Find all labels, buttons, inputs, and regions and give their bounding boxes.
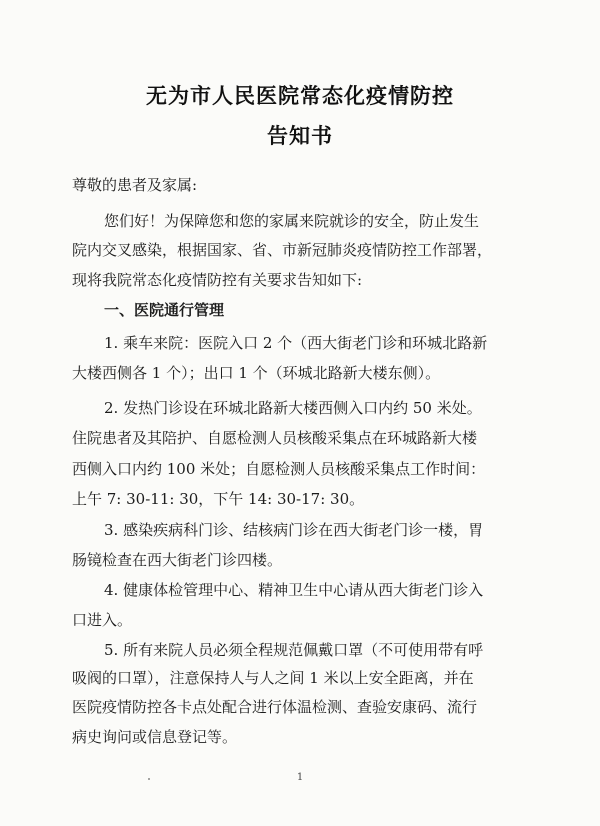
item-5-line: 吸阀的口罩），注意保持人与人之间 1 米以上安全距离，并在 [72, 669, 474, 687]
item-3-line: 3. 感染疾病科门诊、结核病门诊在西大街老门诊一楼，胃 [104, 521, 484, 539]
item-5-line: 5. 所有来院人员必须全程规范佩戴口罩（不可使用带有呼 [104, 641, 484, 659]
item-1-line: 大楼西侧各 1 个）；出口 1 个（环城北路新大楼东侧）。 [72, 364, 441, 382]
item-2-line: 2. 发热门诊设在环城北路新大楼西侧入口内约 50 米处。 [104, 399, 482, 417]
section-heading: 一、医院通行管理 [104, 301, 225, 319]
salutation: 尊敬的患者及家属: [72, 176, 198, 194]
intro-line: 现将我院常态化疫情防控有关要求告知如下: [72, 271, 363, 289]
document-subtitle: 告知书 [267, 123, 333, 148]
item-4-line: 口进入。 [72, 611, 133, 629]
scan-speck [148, 778, 150, 780]
item-2-line: 西侧入口内约 100 米处；自愿检测人员核酸采集点工作时间： [72, 460, 486, 478]
item-5-line: 医院疫情防控各卡点处配合进行体温检测、查验安康码、流行 [72, 698, 478, 716]
item-2-line: 上午 7: 30-11: 30，下午 14: 30-17: 30。 [72, 490, 365, 508]
item-5-line: 病史询问或信息登记等。 [72, 728, 238, 746]
item-4-line: 4. 健康体检管理中心、精神卫生中心请从西大街老门诊入 [104, 581, 484, 599]
intro-line: 院内交叉感染，根据国家、省、市新冠肺炎疫情防控工作部署， [72, 241, 493, 259]
intro-line: 您们好！为保障您和您的家属来院就诊的安全，防止发生 [104, 212, 480, 230]
page-number: 1 [296, 772, 304, 783]
item-2-line: 住院患者及其陪护、自愿检测人员核酸采集点在环城路新大楼 [72, 429, 478, 447]
item-3-line: 肠镜检查在西大街老门诊四楼。 [72, 551, 283, 569]
document-title: 无为市人民医院常态化疫情防控 [146, 83, 454, 108]
item-1-line: 1. 乘车来院：医院入口 2 个（西大街老门诊和环城北路新 [104, 334, 488, 352]
